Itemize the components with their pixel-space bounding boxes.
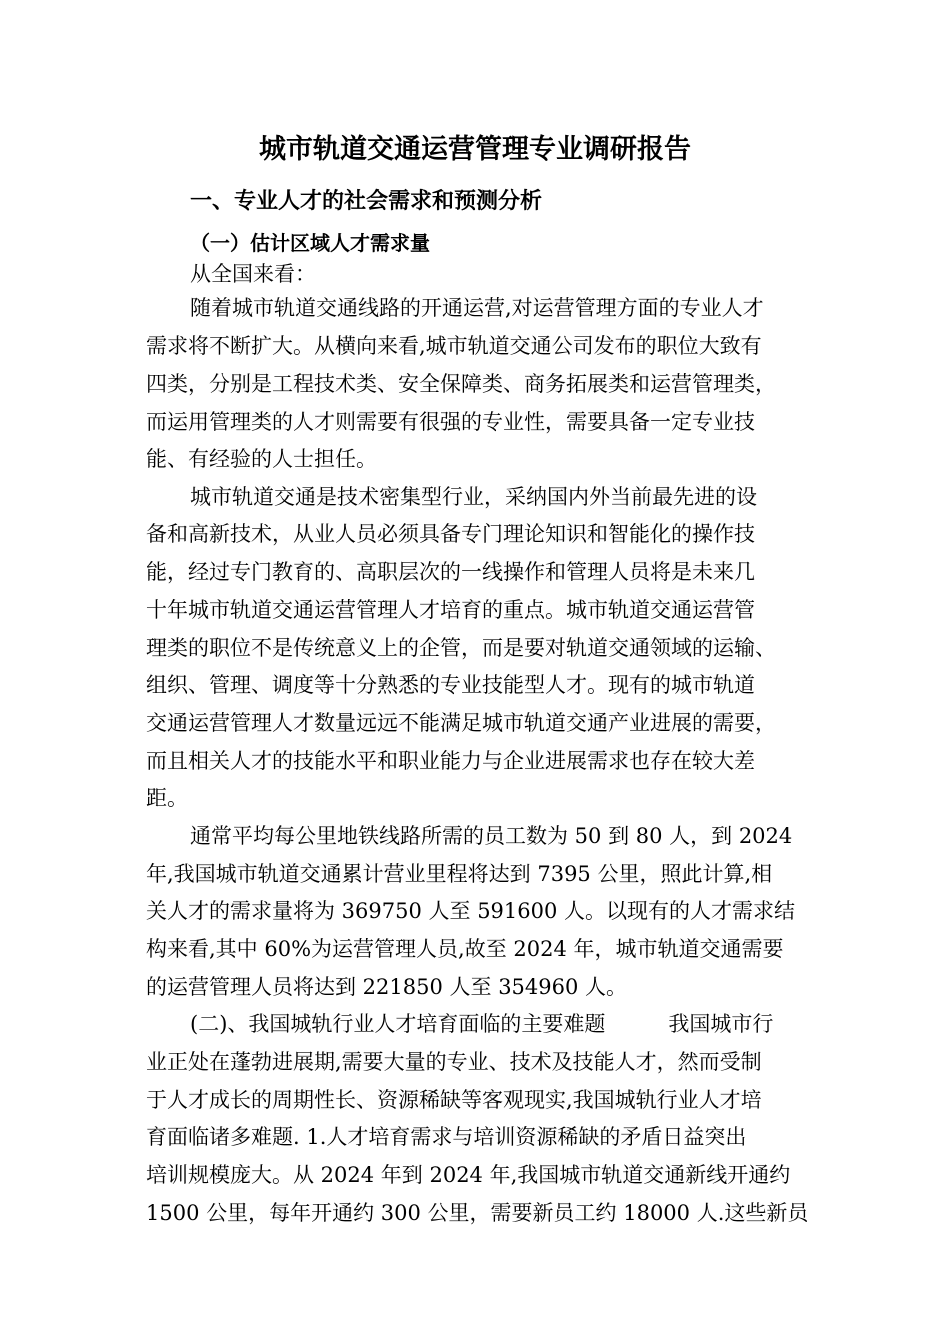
paragraph-line: 业正处在蓬勃进展期,需要大量的专业、技术及技能人才，然而受制 xyxy=(146,1050,762,1074)
paragraph-line: 关人才的需求量将为 369750 人至 591600 人。以现有的人才需求结 xyxy=(146,899,796,923)
paragraph-line: 备和高新技术，从业人员必须具备专门理论知识和智能化的操作技 xyxy=(146,522,755,546)
paragraph-line: 育面临诸多难题. 1.人才培育需求与培训资源稀缺的矛盾日益突出 xyxy=(146,1125,747,1149)
paragraph-line: (二)、我国城轨行业人才培育面临的主要难题 我国城市行 xyxy=(190,1012,774,1036)
paragraph-line: 十年城市轨道交通运营管理人才培育的重点。城市轨道交通运营管 xyxy=(146,598,755,622)
paragraph-line: 培训规模庞大。从 2024 年到 2024 年,我国城市轨道交通新线开通约 xyxy=(146,1163,791,1187)
paragraph-line: 随着城市轨道交通线路的开通运营,对运营管理方面的专业人才 xyxy=(190,296,764,320)
paragraph-line: 交通运营管理人才数量远远不能满足城市轨道交通产业进展的需要， xyxy=(146,711,776,735)
paragraph-line: 年,我国城市轨道交通累计营业里程将达到 7395 公里，照此计算,相 xyxy=(146,862,773,886)
paragraph-line: 通常平均每公里地铁线路所需的员工数为 50 到 80 人，到 2024 xyxy=(190,824,793,848)
paragraph-line: 于人才成长的周期性长、资源稀缺等客观现实,我国城轨行业人才培 xyxy=(146,1088,762,1112)
paragraph-line: 从全国来看： xyxy=(190,262,316,286)
paragraph-line: 能、有经验的人士担任。 xyxy=(146,447,377,471)
subsection-heading: （一）估计区域人才需求量 xyxy=(190,231,430,255)
paragraph-line: 组织、管理、调度等十分熟悉的专业技能型人才。现有的城市轨道 xyxy=(146,673,755,697)
paragraph-line: 而运用管理类的人才则需要有很强的专业性，需要具备一定专业技 xyxy=(146,410,755,434)
paragraph-line: 理类的职位不是传统意义上的企管，而是要对轨道交通领域的运输、 xyxy=(146,636,776,660)
paragraph-line: 需求将不断扩大。从横向来看,城市轨道交通公司发布的职位大致有 xyxy=(146,334,762,358)
paragraph-line: 的运营管理人员将达到 221850 人至 354960 人。 xyxy=(146,975,628,999)
paragraph-line: 能，经过专门教育的、高职层次的一线操作和管理人员将是未来几 xyxy=(146,560,755,584)
paragraph-line: 1500 公里，每年开通约 300 公里，需要新员工约 18000 人.这些新员 xyxy=(146,1201,809,1225)
document-title: 城市轨道交通运营管理专业调研报告 xyxy=(259,134,691,165)
paragraph-line: 城市轨道交通是技术密集型行业，采纳国内外当前最先进的设 xyxy=(190,485,757,509)
paragraph-line: 四类，分别是工程技术类、安全保障类、商务拓展类和运营管理类， xyxy=(146,372,776,396)
paragraph-line: 构来看,其中 60%为运营管理人员,故至 2024 年，城市轨道交通需要 xyxy=(146,937,784,961)
section-heading: 一、专业人才的社会需求和预测分析 xyxy=(190,188,543,214)
paragraph-line: 距。 xyxy=(146,786,188,810)
paragraph-line: 而且相关人才的技能水平和职业能力与企业进展需求也存在较大差 xyxy=(146,749,755,773)
